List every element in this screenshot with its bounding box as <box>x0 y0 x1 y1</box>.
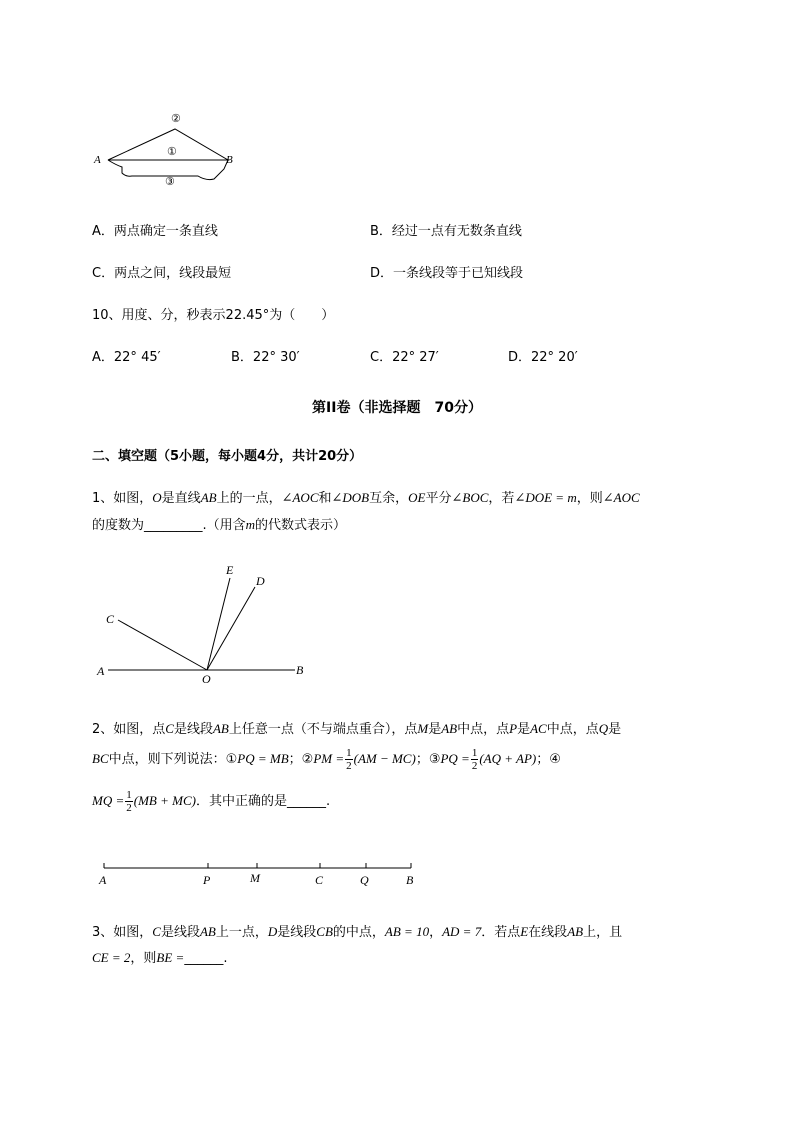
fq1-t6: ，若 <box>488 491 515 506</box>
fq3-num: 3、如图， <box>92 925 153 940</box>
fq2-label-P: P <box>203 873 211 887</box>
fq2-AC: AC <box>530 721 547 736</box>
fq2-s2a: PM = <box>313 751 345 766</box>
fq2-label-C: C <box>315 873 324 887</box>
fq2-t9: ；② <box>288 752 314 767</box>
q10-option-a: A．22° 45′ <box>92 350 161 365</box>
q9-option-c: C．两点之间，线段最短 <box>92 266 232 281</box>
fq1-label-B: B <box>296 663 304 677</box>
fq3-D: D <box>267 924 278 939</box>
fq1-line2 <box>92 514 346 533</box>
fq2-label-M: M <box>250 871 260 885</box>
fq1-angAOC2: ∠AOC <box>602 490 640 505</box>
fq2-t4: 中点，点 <box>457 722 510 737</box>
fq3-t8: 上，且 <box>583 925 623 940</box>
fq1-m: m <box>245 517 256 532</box>
fq2-t3: 是 <box>428 722 442 737</box>
fq2-t11: ；④ <box>536 752 561 767</box>
fq2-t5: 是 <box>517 722 531 737</box>
q9-figure-circle-1: ① <box>167 146 177 158</box>
fq3-line2 <box>92 947 227 966</box>
fq3-line1 <box>92 921 622 940</box>
fq2-s3b: (AQ + AP) <box>479 751 537 766</box>
fq3-t2: 上一点， <box>215 925 268 940</box>
fq1-label-E: E <box>226 563 234 577</box>
fq2-BC: BC <box>92 751 109 766</box>
q9-figure-label-A: A <box>94 154 101 166</box>
fq3-t1: 是线段 <box>160 925 200 940</box>
fq2-t2: 上任意一点（不与端点重合），点 <box>228 722 418 737</box>
fq3-e4: BE = <box>156 950 185 965</box>
fq1-line2a: 的度数为_________.（用含 <box>92 518 246 533</box>
fq2-label-A: A <box>99 873 107 887</box>
fq2-num: 2、如图，点 <box>92 722 166 737</box>
fq2-half-3: $\frac{1}{2}$ <box>126 789 132 814</box>
fq2-figure <box>92 858 422 890</box>
fq1-AB: AB <box>200 490 217 505</box>
fq1-angDOB: ∠DOB <box>331 490 370 505</box>
fq2-s2b: (AM − MC) <box>353 751 416 766</box>
q9-option-b: B．经过一点有无数条直线 <box>370 224 522 239</box>
fq3-t9: ，则 <box>130 951 157 966</box>
fq2-Q: Q <box>598 721 609 736</box>
fq3-CB: CB <box>316 924 333 939</box>
fq2-P: P <box>509 721 518 736</box>
fq3-C: C <box>152 924 161 939</box>
fq2-t7: 是 <box>608 722 622 737</box>
fq3-t3: 是线段 <box>277 925 317 940</box>
fq1-figure <box>90 560 320 690</box>
fq3-E: E <box>520 924 529 939</box>
fq1-O: O <box>152 490 162 505</box>
fq1-t2: 上的一点， <box>216 491 282 506</box>
fq2-half-1: $\frac{1}{2}$ <box>346 747 352 772</box>
q9-option-a: A．两点确定一条直线 <box>92 224 218 239</box>
fq2-half-2: $\frac{1}{2}$ <box>471 747 478 772</box>
fq2-s1: PQ = MB <box>237 751 289 766</box>
fq1-label-C: C <box>106 612 115 626</box>
section-title: 第II卷（非选择题 70分） <box>312 400 482 416</box>
fq2-line2 <box>92 744 561 774</box>
fq2-label-Q: Q <box>360 873 369 887</box>
fq2-AB2: AB <box>441 721 458 736</box>
fq3-t5: ， <box>429 925 443 940</box>
fq1-ray-OE <box>207 578 230 670</box>
fq2-C: C <box>165 721 174 736</box>
fq2-AB: AB <box>212 721 229 736</box>
fq1-ray-OD <box>207 587 255 670</box>
fq3-t10: ______. <box>184 951 228 966</box>
fq2-line1 <box>92 718 621 737</box>
fq1-label-A: A <box>97 664 105 678</box>
fq1-t1: 是直线 <box>161 491 201 506</box>
fq1-line1 <box>92 487 640 506</box>
q10-stem: 10、用度、分，秒表示22.45°为（ ） <box>92 308 335 323</box>
fq2-t10: ；③ <box>415 752 441 767</box>
fq2-t12: ．其中正确的是______. <box>195 794 331 809</box>
fq3-t4: 的中点， <box>332 925 385 940</box>
q10-option-d: D．22° 20′ <box>508 350 578 365</box>
fq2-M: M <box>417 721 429 736</box>
fq2-line3 <box>92 786 330 816</box>
section-subtitle: 二、填空题（5小题，每小题4分，共计20分） <box>92 449 363 464</box>
fq2-label-B: B <box>406 873 414 887</box>
fq3-e1: AB = 10 <box>384 924 430 939</box>
fq3-e2: AD = 7 <box>442 924 482 939</box>
fq1-OE: OE <box>408 490 426 505</box>
fq2-t1: 是线段 <box>173 722 213 737</box>
fq2-s4a: MQ = <box>92 793 125 808</box>
fq3-t7: 在线段 <box>528 925 568 940</box>
fq1-t3: 和 <box>318 491 332 506</box>
q9-figure <box>88 105 258 190</box>
fq2-t6: 中点，点 <box>546 722 599 737</box>
fq1-angAOC: ∠AOC <box>281 490 319 505</box>
fq1-num: 1、如图， <box>92 491 153 506</box>
fq3-t6: ．若点 <box>481 925 521 940</box>
fq2-s3a: PQ = <box>440 751 470 766</box>
fq2-s4b: (MB + MC) <box>133 793 196 808</box>
q9-figure-circle-3: ③ <box>165 176 175 188</box>
fq1-line2b: 的代数式表示） <box>255 518 347 533</box>
fq3-AB: AB <box>199 924 216 939</box>
fq1-label-D: D <box>256 574 265 588</box>
fq1-ray-OC <box>118 620 207 670</box>
fq1-label-O: O <box>202 672 211 686</box>
fq2-t8: 中点，则下列说法：① <box>108 752 238 767</box>
fq1-t4: 互余， <box>369 491 409 506</box>
q10-option-b: B．22° 30′ <box>231 350 300 365</box>
fq1-angBOC: ∠BOC <box>451 490 489 505</box>
fq1-t5: 平分 <box>425 491 452 506</box>
fq3-e3: CE = 2 <box>92 950 131 965</box>
q10-option-c: C．22° 27′ <box>370 350 439 365</box>
fq1-angDOE: ∠DOE = m <box>514 490 577 505</box>
fq3-AB2: AB <box>567 924 584 939</box>
q9-figure-label-B: B <box>226 154 233 166</box>
fq1-t7: ，则 <box>576 491 603 506</box>
q9-figure-circle-2: ② <box>171 113 181 125</box>
q9-option-d: D．一条线段等于已知线段 <box>370 266 524 281</box>
